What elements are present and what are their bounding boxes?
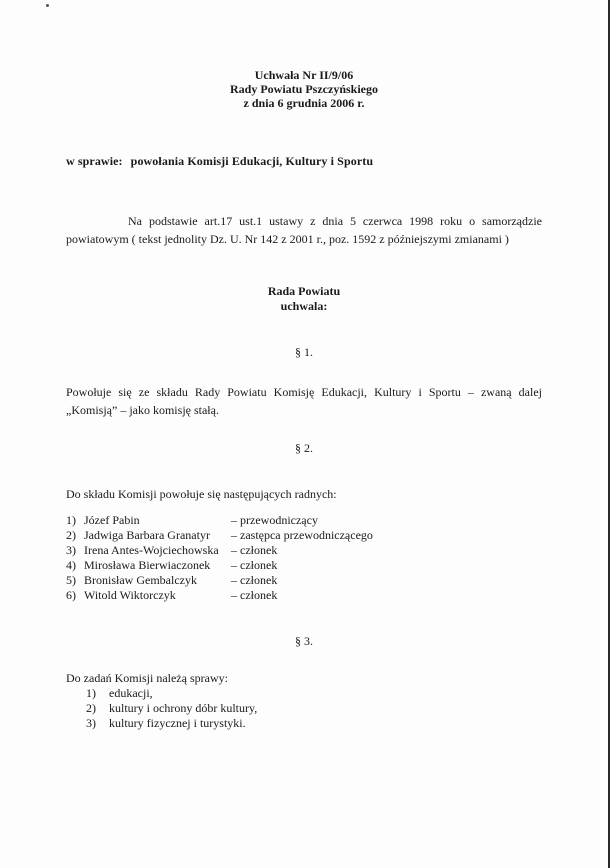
resolution-header bbox=[0, 68, 608, 110]
list-item: 3) Irena Antes-Wojciechowska – członek bbox=[66, 543, 278, 557]
list-item: 1) edukacji, bbox=[86, 686, 153, 700]
subject-text: powołania Komisji Edukacji, Kultury i Sportu bbox=[130, 154, 374, 168]
resolution-date: z dnia 6 grudnia 2006 r. bbox=[243, 96, 365, 110]
council-name: Rada Powiatu bbox=[267, 284, 341, 298]
list-item: 5) Bronisław Gembalczyk – członek bbox=[66, 573, 278, 587]
resolves-label: uchwala: bbox=[280, 299, 328, 313]
list-item: 3) kultury fizycznej i turystyki. bbox=[86, 716, 246, 730]
legal-basis-line-2: powiatowym ( tekst jednolity Dz. U. Nr 142 z 2001 r., poz. 1592 z późniejszymi zmianami ) bbox=[66, 232, 509, 246]
section-2-mark: § 2. bbox=[295, 441, 313, 455]
section-3-mark: § 3. bbox=[295, 634, 313, 648]
section-3-intro: Do zadań Komisji należą sprawy: bbox=[66, 671, 228, 685]
list-item: 6) Witold Wiktorczyk – członek bbox=[66, 588, 278, 602]
legal-basis-line-1: Na podstawie art.17 ust.1 ustawy z dnia 5 czerwca 1998 roku o samorządzie bbox=[128, 214, 542, 228]
section-1-line-2: „Komisją” – jako komisję stałą. bbox=[66, 403, 219, 417]
resolution-number: Uchwała Nr II/9/06 bbox=[254, 68, 354, 82]
list-item: 2) Jadwiga Barbara Granatyr – zastępca przewodniczącego bbox=[66, 528, 373, 542]
list-item: 2) kultury i ochrony dóbr kultury, bbox=[86, 701, 258, 715]
subject-line bbox=[66, 154, 373, 169]
section-1-line-1: Powołuje się ze składu Rady Powiatu Komisję Edukacji, Kultury i Sportu – zwaną dalej bbox=[66, 385, 542, 399]
members-list bbox=[66, 513, 373, 603]
tasks-list bbox=[86, 686, 257, 731]
council-resolves bbox=[0, 284, 608, 314]
legal-basis bbox=[66, 212, 542, 248]
section-1-text bbox=[66, 383, 542, 419]
list-item: 1) Józef Pabin – przewodniczący bbox=[66, 513, 318, 527]
scan-speck bbox=[46, 4, 49, 7]
list-item: 4) Mirosława Bierwiaczonek – członek bbox=[66, 558, 278, 572]
section-2-intro: Do składu Komisji powołuje się następujących radnych: bbox=[66, 487, 337, 501]
issuing-body: Rady Powiatu Pszczyńskiego bbox=[230, 82, 378, 96]
section-1-mark: § 1. bbox=[295, 345, 313, 359]
subject-label: w sprawie: bbox=[66, 154, 123, 168]
